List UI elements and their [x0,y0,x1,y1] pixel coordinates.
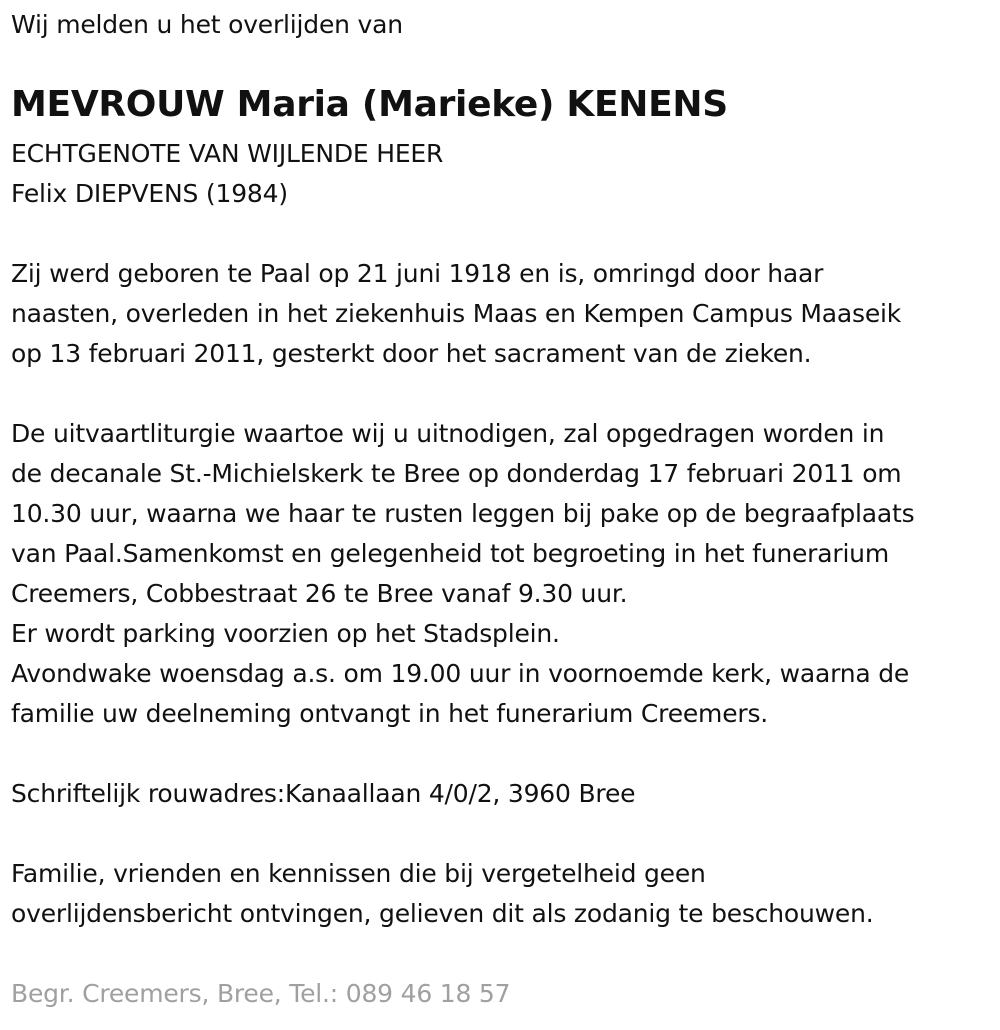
spouse-line: ECHTGENOTE VAN WIJLENDE HEER [11,139,444,168]
mourning-address [11,774,635,814]
paragraph-line: van Paal.Samenkomst en gelegenheid tot begroeting in het funerarium [11,539,889,568]
paragraph-line: overlijdensbericht ontvingen, gelieven dit als zodanig te beschouwen. [11,899,874,928]
funeral-home-footer: Begr. Creemers, Bree, Tel.: 089 46 18 57 [11,979,511,1008]
spouse-info [11,134,443,214]
family-notice-paragraph [11,854,874,934]
paragraph-line: Familie, vrienden en kennissen die bij vergetelheid geen [11,859,706,888]
paragraph-line: Zij werd geboren te Paal op 21 juni 1918 en is, omringd door haar [11,259,824,288]
paragraph-line: 10.30 uur, waarna we haar te rusten leggen bij pake op de begraafplaats [11,499,915,528]
paragraph-line: De uitvaartliturgie waartoe wij u uitnodigen, zal opgedragen worden in [11,419,885,448]
address-line: Schriftelijk rouwadres:Kanaallaan 4/0/2, 3960 Bree [11,779,636,808]
paragraph-line: Er wordt parking voorzien op het Stadsplein. [11,619,560,648]
paragraph-line: naasten, overleden in het ziekenhuis Maas en Kempen Campus Maaseik [11,299,902,328]
spouse-line: Felix DIEPVENS (1984) [11,179,288,208]
paragraph-line: familie uw deelneming ontvangt in het funerarium Creemers. [11,699,769,728]
birth-death-paragraph [11,254,901,374]
deceased-name: MEVROUW Maria (Marieke) KENENS [11,84,728,125]
intro-text: Wij melden u het overlijden van [11,10,403,39]
paragraph-line: op 13 februari 2011, gesterkt door het sacrament van de zieken. [11,339,812,368]
paragraph-line: Avondwake woensdag a.s. om 19.00 uur in voornoemde kerk, waarna de [11,659,910,688]
funeral-paragraph [11,414,914,734]
paragraph-line: Creemers, Cobbestraat 26 te Bree vanaf 9.30 uur. [11,579,628,608]
paragraph-line: de decanale St.-Michielskerk te Bree op donderdag 17 februari 2011 om [11,459,902,488]
